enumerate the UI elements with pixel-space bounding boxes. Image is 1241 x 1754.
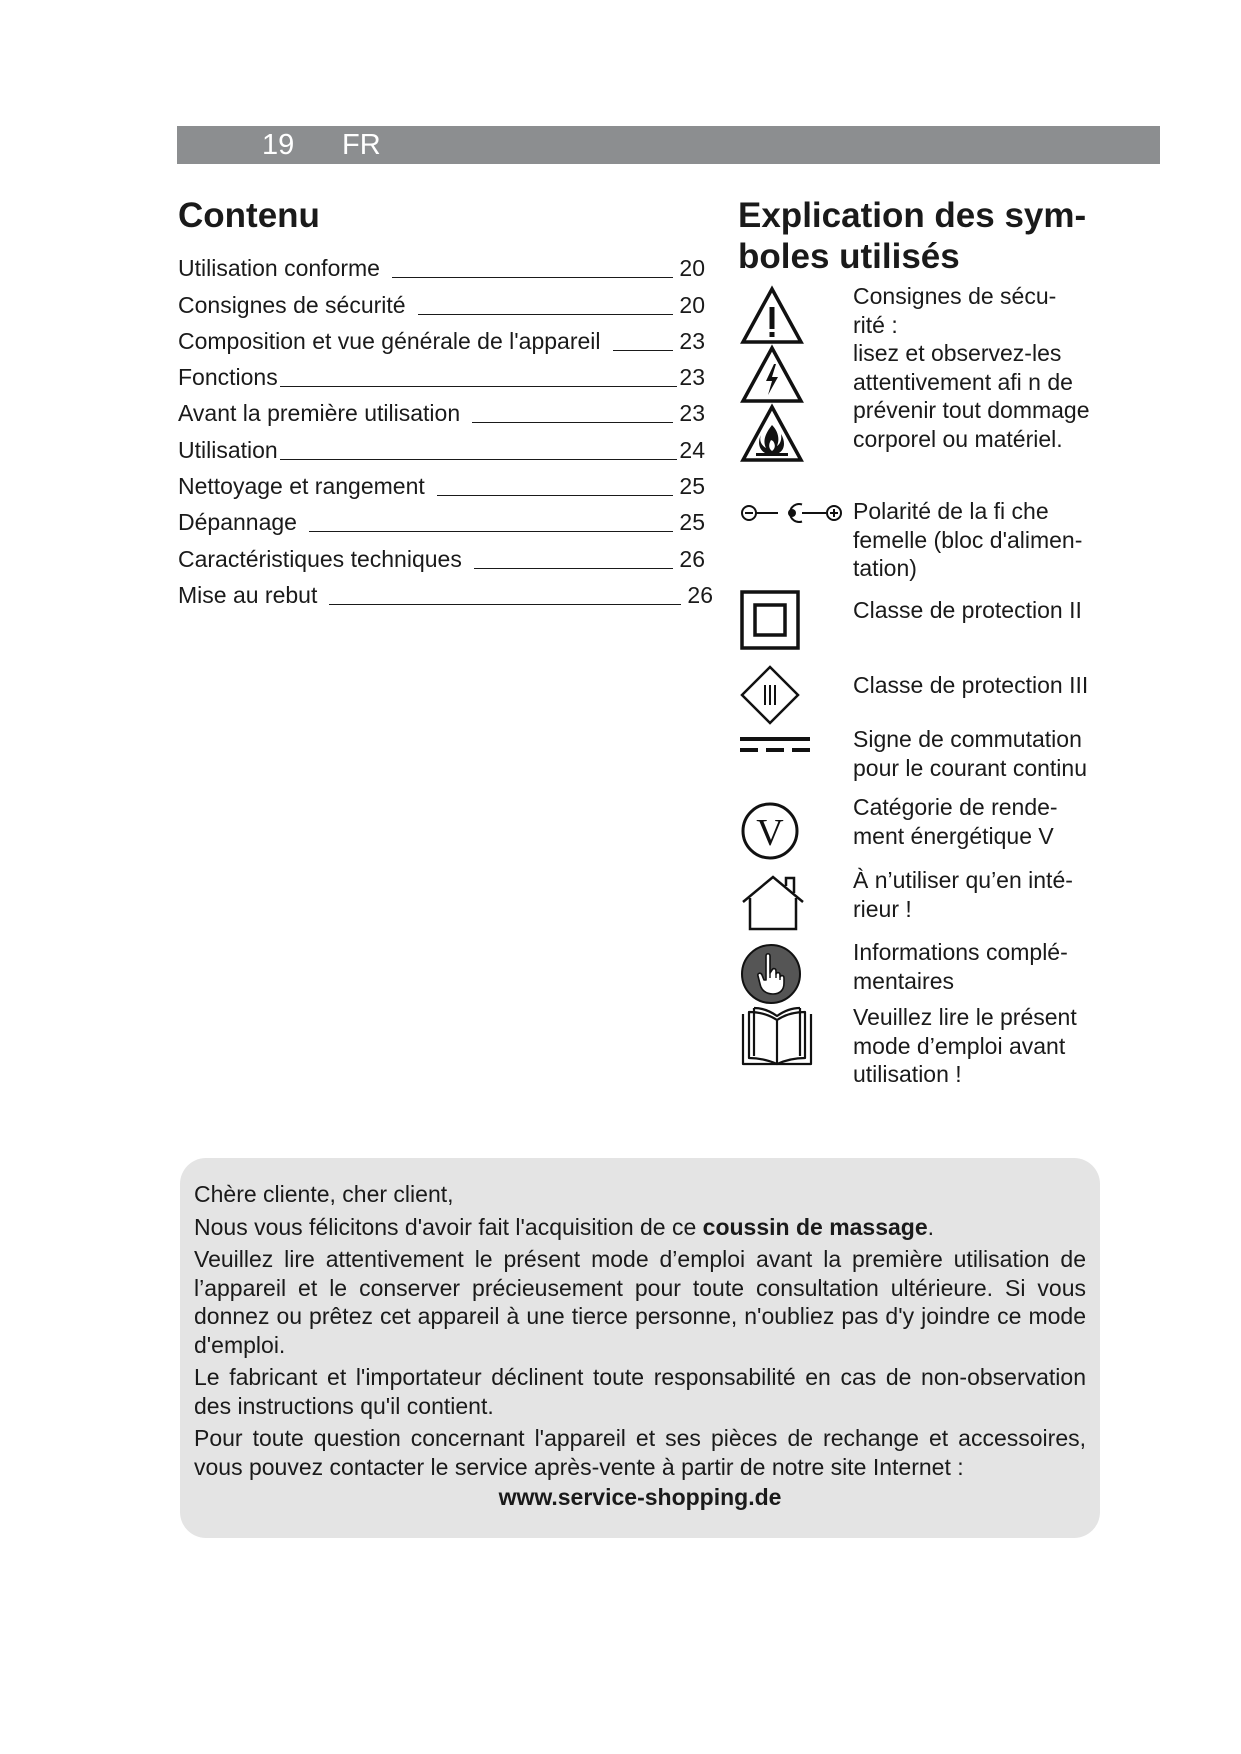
language-code: FR <box>342 129 381 161</box>
warning-triangle-icons <box>740 285 804 470</box>
symbol-text: Veuillez lire le présent mode d’emploi avant utilisation ! <box>853 1004 1077 1087</box>
greeting-contact: Pour toute question concernant l'appareil et ses pièces de rechange et accessoires, vous pouvez contacter le service après-vente à partir de notre site Internet : <box>194 1425 1086 1480</box>
symbol-text: Informations complé- mentaires <box>853 939 1068 994</box>
protection-class-2-icon <box>740 590 800 655</box>
toc-entry[interactable]: Utilisation 24 <box>178 436 705 463</box>
table-of-contents <box>178 246 713 609</box>
info-hand-icon <box>740 943 802 1010</box>
symbols-title: Explication des sym- boles utilisés <box>738 196 1087 276</box>
symbol-text: À n’utiliser qu’en inté- rieur ! <box>853 867 1073 922</box>
greeting-read-instructions: Veuillez lire attentivement le présent mode d’emploi avant la première utilisation de l’appareil et le conserver précieusement pour toute consultation ultérieure. Si vous donnez ou prêtez cet appareil à une tierce personne, n'oubliez pas d'y joindre ce mode d'emploi. <box>194 1246 1086 1358</box>
symbol-text: Catégorie de rende- ment énergétique V <box>853 794 1058 849</box>
toc-entry[interactable]: Consignes de sécurité 20 <box>178 291 705 318</box>
svg-text:V: V <box>756 812 784 854</box>
toc-entry[interactable]: Dépannage 25 <box>178 509 705 536</box>
toc-entry[interactable]: Nettoyage et rangement 25 <box>178 473 705 500</box>
direct-current-icon <box>740 735 810 760</box>
symbol-text: Signe de commutation pour le courant continu <box>853 726 1087 781</box>
greeting-liability: Le fabricant et l'importateur déclinent toute responsabilité en cas de non-observation des instructions qu'il contient. <box>194 1364 1086 1419</box>
polarity-icon <box>740 501 844 530</box>
customer-greeting-box <box>180 1158 1100 1538</box>
protection-class-3-icon <box>740 665 800 730</box>
symbol-text: Classe de protection III <box>853 672 1089 698</box>
symbol-text: Polarité de la fi che femelle (bloc d'alimen- tation) <box>853 498 1083 581</box>
page-number: 19 <box>262 129 295 161</box>
symbol-text: Consignes de sécu- rité : lisez et observez-les attentivement afi n de prévenir tout dommage corporel ou matériel. <box>853 283 1090 452</box>
greeting-salutation: Chère cliente, cher client, <box>194 1181 454 1207</box>
toc-entry[interactable]: Caractéristiques techniques 26 <box>178 545 705 572</box>
service-website-link[interactable]: www.service-shopping.de <box>498 1484 782 1510</box>
efficiency-v-icon <box>740 801 800 866</box>
toc-entry[interactable]: Utilisation conforme 20 <box>178 255 705 282</box>
toc-entry[interactable]: Composition et vue générale de l'appareil 23 <box>178 327 705 354</box>
page-header-bar <box>177 126 1160 164</box>
toc-entry[interactable]: Mise au rebut 26 <box>178 581 713 608</box>
contents-title: Contenu <box>178 196 320 235</box>
toc-entry[interactable]: Avant la première utilisation 23 <box>178 400 705 427</box>
symbol-text: Classe de protection II <box>853 597 1082 623</box>
indoor-house-icon <box>740 874 806 937</box>
product-name: coussin de massage <box>702 1213 928 1240</box>
read-manual-book-icon <box>740 1006 814 1075</box>
greeting-congrats: Nous vous félicitons d'avoir fait l'acquisition de ce coussin de massage. <box>194 1213 935 1240</box>
toc-entry[interactable]: Fonctions 23 <box>178 364 705 391</box>
